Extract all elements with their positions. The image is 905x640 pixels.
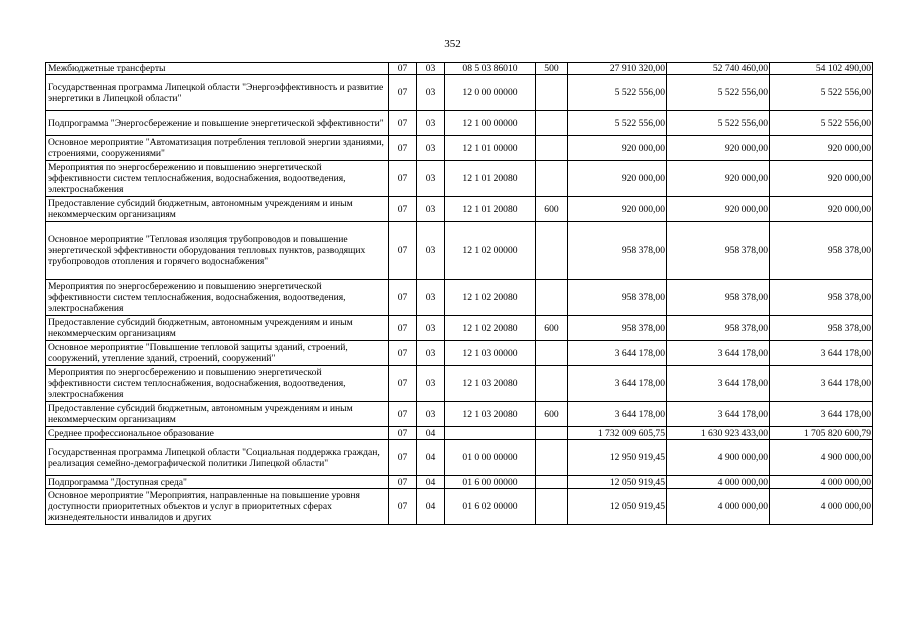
row-amount-3: 4 900 000,00: [770, 440, 873, 476]
row-amount-3: 4 000 000,00: [770, 489, 873, 525]
row-amount-2: 958 378,00: [667, 280, 770, 316]
row-target-article: 12 1 03 20080: [445, 366, 536, 402]
row-name: Среднее профессиональное образование: [46, 427, 389, 440]
row-target-article: 01 6 00 00000: [445, 476, 536, 489]
row-subsection: 03: [417, 316, 445, 341]
row-name: Мероприятия по энергосбережению и повышению энергетической эффективности систем теплоснабжения, водоснабжения, водоотведения, электроснабжения: [46, 280, 389, 316]
row-subsection: 04: [417, 427, 445, 440]
row-section: 07: [389, 476, 417, 489]
row-expense-type: [536, 111, 568, 136]
row-amount-2: 1 630 923 433,00: [667, 427, 770, 440]
row-section: 07: [389, 280, 417, 316]
row-amount-2: 4 000 000,00: [667, 489, 770, 525]
row-target-article: 12 1 01 20080: [445, 161, 536, 197]
row-target-article: 12 0 00 00000: [445, 75, 536, 111]
row-target-article: 08 5 03 86010: [445, 63, 536, 75]
row-section: 07: [389, 161, 417, 197]
row-section: 07: [389, 427, 417, 440]
row-name: Подпрограмма "Доступная среда": [46, 476, 389, 489]
row-subsection: 03: [417, 63, 445, 75]
row-amount-1: 920 000,00: [568, 197, 667, 222]
row-target-article: [445, 427, 536, 440]
row-expense-type: 600: [536, 402, 568, 427]
row-section: 07: [389, 197, 417, 222]
row-amount-3: 920 000,00: [770, 136, 873, 161]
row-section: 07: [389, 440, 417, 476]
row-amount-3: 5 522 556,00: [770, 75, 873, 111]
row-section: 07: [389, 75, 417, 111]
row-amount-1: 958 378,00: [568, 222, 667, 280]
table-row: [46, 489, 873, 525]
row-amount-3: 3 644 178,00: [770, 366, 873, 402]
row-expense-type: [536, 366, 568, 402]
row-amount-2: 3 644 178,00: [667, 341, 770, 366]
row-expense-type: [536, 161, 568, 197]
row-target-article: 12 1 02 00000: [445, 222, 536, 280]
row-subsection: 04: [417, 440, 445, 476]
row-expense-type: [536, 427, 568, 440]
row-section: 07: [389, 316, 417, 341]
row-amount-1: 12 050 919,45: [568, 489, 667, 525]
row-subsection: 04: [417, 489, 445, 525]
row-subsection: 03: [417, 161, 445, 197]
row-subsection: 03: [417, 366, 445, 402]
row-amount-1: 920 000,00: [568, 136, 667, 161]
row-amount-3: 4 000 000,00: [770, 476, 873, 489]
row-section: 07: [389, 63, 417, 75]
row-target-article: 12 1 02 20080: [445, 316, 536, 341]
table-row: [46, 316, 873, 341]
row-amount-3: 958 378,00: [770, 222, 873, 280]
row-amount-2: 958 378,00: [667, 316, 770, 341]
row-expense-type: [536, 476, 568, 489]
budget-table: [45, 62, 873, 525]
row-amount-1: 12 050 919,45: [568, 476, 667, 489]
table-row: [46, 75, 873, 111]
table-row: [46, 63, 873, 75]
row-amount-1: 5 522 556,00: [568, 75, 667, 111]
row-subsection: 04: [417, 476, 445, 489]
row-expense-type: [536, 489, 568, 525]
row-amount-1: 1 732 009 605,75: [568, 427, 667, 440]
row-name: Основное мероприятие "Тепловая изоляция трубопроводов и повышение энергетической эффективности оборудования тепловых пунктов, разводящих трубопроводов отопления и горячего водоснабжения": [46, 222, 389, 280]
row-amount-3: 3 644 178,00: [770, 341, 873, 366]
table-row: [46, 427, 873, 440]
row-name: Основное мероприятие "Автоматизация потребления тепловой энергии зданиями, строениями, сооружениями": [46, 136, 389, 161]
row-name: Предоставление субсидий бюджетным, автономным учреждениям и иным некоммерческим организациям: [46, 316, 389, 341]
row-amount-2: 920 000,00: [667, 161, 770, 197]
row-amount-2: 958 378,00: [667, 222, 770, 280]
table-row: [46, 161, 873, 197]
row-subsection: 03: [417, 402, 445, 427]
row-amount-1: 958 378,00: [568, 316, 667, 341]
row-amount-1: 5 522 556,00: [568, 111, 667, 136]
row-amount-1: 920 000,00: [568, 161, 667, 197]
row-expense-type: [536, 280, 568, 316]
row-amount-3: 958 378,00: [770, 280, 873, 316]
row-target-article: 01 6 02 00000: [445, 489, 536, 525]
table-row: [46, 111, 873, 136]
row-name: Мероприятия по энергосбережению и повышению энергетической эффективности систем теплоснабжения, водоснабжения, водоотведения, электроснабжения: [46, 366, 389, 402]
row-subsection: 03: [417, 341, 445, 366]
row-section: 07: [389, 489, 417, 525]
row-amount-1: 27 910 320,00: [568, 63, 667, 75]
row-amount-1: 3 644 178,00: [568, 402, 667, 427]
table-row: [46, 476, 873, 489]
row-section: 07: [389, 341, 417, 366]
row-target-article: 12 1 03 20080: [445, 402, 536, 427]
row-amount-3: 920 000,00: [770, 197, 873, 222]
row-amount-1: 3 644 178,00: [568, 341, 667, 366]
row-subsection: 03: [417, 280, 445, 316]
table-row: [46, 402, 873, 427]
row-name: Государственная программа Липецкой области "Социальная поддержка граждан, реализация семейно-демографической политики Липецкой области": [46, 440, 389, 476]
row-name: Межбюджетные трансферты: [46, 63, 389, 75]
row-amount-1: 12 950 919,45: [568, 440, 667, 476]
row-expense-type: 500: [536, 63, 568, 75]
page-number: 352: [444, 38, 461, 50]
row-section: 07: [389, 366, 417, 402]
table-body: [46, 63, 873, 525]
table-row: [46, 222, 873, 280]
row-amount-3: 1 705 820 600,79: [770, 427, 873, 440]
table-row: [46, 366, 873, 402]
row-amount-1: 3 644 178,00: [568, 366, 667, 402]
row-amount-1: 958 378,00: [568, 280, 667, 316]
row-amount-3: 3 644 178,00: [770, 402, 873, 427]
row-expense-type: [536, 440, 568, 476]
row-expense-type: [536, 222, 568, 280]
row-target-article: 12 1 01 00000: [445, 136, 536, 161]
row-name: Предоставление субсидий бюджетным, автономным учреждениям и иным некоммерческим организациям: [46, 197, 389, 222]
row-amount-3: 54 102 490,00: [770, 63, 873, 75]
row-expense-type: [536, 75, 568, 111]
row-amount-3: 5 522 556,00: [770, 111, 873, 136]
table-row: [46, 197, 873, 222]
row-amount-3: 958 378,00: [770, 316, 873, 341]
row-amount-2: 4 900 000,00: [667, 440, 770, 476]
row-amount-2: 920 000,00: [667, 197, 770, 222]
row-section: 07: [389, 136, 417, 161]
row-subsection: 03: [417, 136, 445, 161]
row-name: Основное мероприятие "Повышение тепловой защиты зданий, строений, сооружений, утепление зданий, строений, сооружений": [46, 341, 389, 366]
row-section: 07: [389, 111, 417, 136]
row-amount-2: 920 000,00: [667, 136, 770, 161]
row-amount-2: 3 644 178,00: [667, 402, 770, 427]
row-expense-type: 600: [536, 197, 568, 222]
table-row: [46, 280, 873, 316]
row-name: Государственная программа Липецкой области "Энергоэффективность и развитие энергетики в Липецкой области": [46, 75, 389, 111]
row-amount-3: 920 000,00: [770, 161, 873, 197]
row-section: 07: [389, 402, 417, 427]
table-row: [46, 136, 873, 161]
row-section: 07: [389, 222, 417, 280]
row-name: Подпрограмма "Энергосбережение и повышение энергетической эффективности": [46, 111, 389, 136]
row-target-article: 01 0 00 00000: [445, 440, 536, 476]
table-row: [46, 440, 873, 476]
row-expense-type: [536, 136, 568, 161]
row-name: Мероприятия по энергосбережению и повышению энергетической эффективности систем теплоснабжения, водоснабжения, водоотведения, электроснабжения: [46, 161, 389, 197]
table-row: [46, 341, 873, 366]
row-target-article: 12 1 03 00000: [445, 341, 536, 366]
row-subsection: 03: [417, 197, 445, 222]
row-amount-2: 4 000 000,00: [667, 476, 770, 489]
row-target-article: 12 1 01 20080: [445, 197, 536, 222]
row-subsection: 03: [417, 111, 445, 136]
row-expense-type: [536, 341, 568, 366]
row-subsection: 03: [417, 222, 445, 280]
row-amount-2: 5 522 556,00: [667, 75, 770, 111]
row-subsection: 03: [417, 75, 445, 111]
row-amount-2: 5 522 556,00: [667, 111, 770, 136]
row-expense-type: 600: [536, 316, 568, 341]
row-target-article: 12 1 00 00000: [445, 111, 536, 136]
row-name: Предоставление субсидий бюджетным, автономным учреждениям и иным некоммерческим организациям: [46, 402, 389, 427]
row-target-article: 12 1 02 20080: [445, 280, 536, 316]
row-amount-2: 52 740 460,00: [667, 63, 770, 75]
row-name: Основное мероприятие "Мероприятия, направленные на повышение уровня доступности приоритетных объектов и услуг в приоритетных сферах жизнедеятельности инвалидов и других: [46, 489, 389, 525]
row-amount-2: 3 644 178,00: [667, 366, 770, 402]
